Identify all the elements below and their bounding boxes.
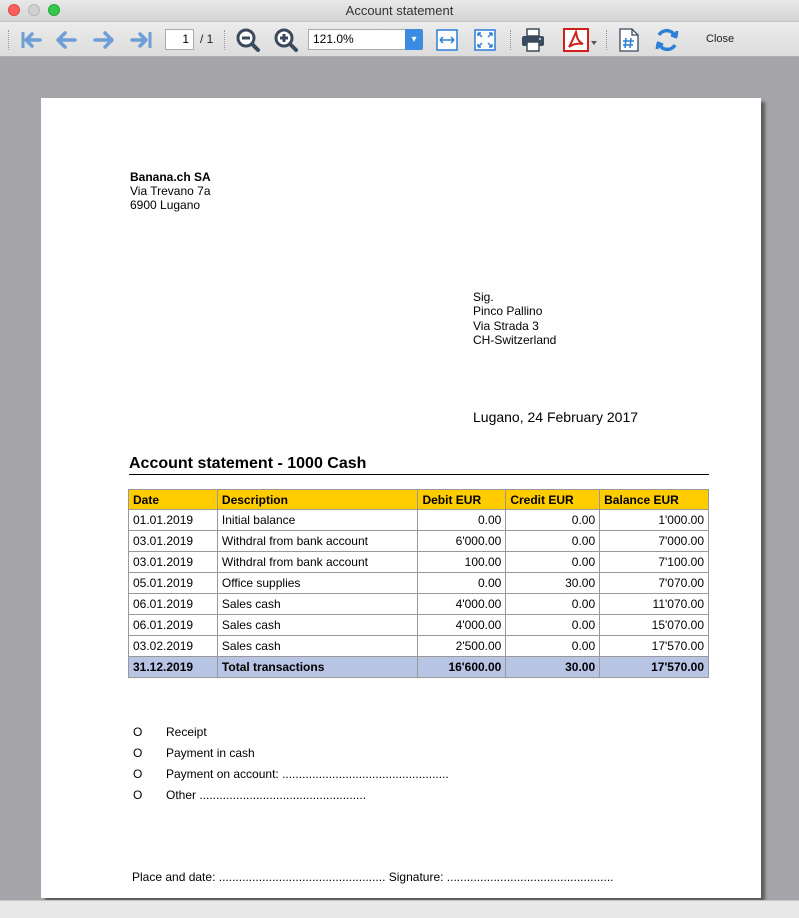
- option-label: Payment in cash: [166, 746, 255, 760]
- refresh-button[interactable]: [652, 27, 682, 53]
- cell-description: Sales cash: [217, 636, 418, 657]
- statement-table: [128, 489, 709, 678]
- toolbar-separator: [510, 30, 513, 50]
- arrow-right-icon: [92, 29, 116, 51]
- total-debit: 16'600.00: [418, 657, 506, 678]
- document-hash-icon: [619, 28, 639, 52]
- option-payment-account: [133, 767, 449, 781]
- toolbar-grip: [8, 30, 11, 50]
- first-page-button[interactable]: [16, 27, 44, 53]
- column-header-debit: Debit EUR: [418, 490, 506, 510]
- toolbar-separator: [606, 30, 609, 50]
- zoom-level-select[interactable]: [308, 29, 423, 50]
- last-page-icon: [130, 29, 154, 51]
- document-title: Account statement - 1000 Cash: [129, 455, 709, 475]
- place-date: Lugano, 24 February 2017: [473, 409, 639, 425]
- cell-balance: 7'000.00: [600, 531, 709, 552]
- cell-debit: 6'000.00: [418, 531, 506, 552]
- option-label: Other ..................................................: [166, 788, 367, 802]
- option-payment-cash: [133, 746, 255, 760]
- option-label: Payment on account: ..................................................: [166, 767, 449, 781]
- total-credit: 30.00: [506, 657, 600, 678]
- zoom-in-button[interactable]: [272, 27, 300, 53]
- sender-city: 6900 Lugano: [130, 198, 201, 212]
- export-pdf-button[interactable]: [562, 27, 600, 53]
- table-total-row: [129, 657, 709, 678]
- page-total-label: / 1: [200, 32, 214, 46]
- option-marker: O: [133, 725, 143, 739]
- place-date-signature-line: Place and date: .................................................. Signature: ..................................................: [132, 870, 614, 884]
- option-other: [133, 788, 366, 802]
- cell-credit: 0.00: [506, 531, 600, 552]
- cell-debit: 4'000.00: [418, 594, 506, 615]
- sender-street: Via Trevano 7a: [130, 184, 211, 198]
- table-row: [129, 636, 709, 657]
- recipient-name: Pinco Pallino: [473, 304, 543, 318]
- option-receipt: [133, 725, 207, 739]
- refresh-icon: [654, 27, 680, 53]
- option-marker: O: [133, 767, 143, 781]
- cell-balance: 7'100.00: [600, 552, 709, 573]
- cell-balance: 11'070.00: [600, 594, 709, 615]
- cell-credit: 0.00: [506, 636, 600, 657]
- option-marker: O: [133, 746, 143, 760]
- total-description: Total transactions: [217, 657, 418, 678]
- cell-balance: 1'000.00: [600, 510, 709, 531]
- close-button[interactable]: Close: [706, 33, 735, 45]
- cell-date: 05.01.2019: [129, 573, 218, 594]
- zoom-out-icon: [235, 27, 261, 53]
- printer-icon: [520, 28, 546, 52]
- cell-date: 03.01.2019: [129, 552, 218, 573]
- recipient-salutation: Sig.: [473, 290, 494, 304]
- cell-debit: 0.00: [418, 510, 506, 531]
- cell-balance: 15'070.00: [600, 615, 709, 636]
- zoom-in-icon: [273, 27, 299, 53]
- next-page-button[interactable]: [90, 27, 118, 53]
- recipient-street: Via Strada 3: [473, 319, 539, 333]
- cell-date: 06.01.2019: [129, 594, 218, 615]
- cell-description: Office supplies: [217, 573, 418, 594]
- table-header-row: [129, 490, 709, 510]
- cell-credit: 0.00: [506, 615, 600, 636]
- column-header-description: Description: [217, 490, 418, 510]
- column-header-credit: Credit EUR: [506, 490, 600, 510]
- status-bar: [0, 900, 799, 918]
- column-header-date: Date: [129, 490, 218, 510]
- table-row: [129, 552, 709, 573]
- cell-debit: 100.00: [418, 552, 506, 573]
- last-page-button[interactable]: [128, 27, 156, 53]
- page-numbering-button[interactable]: [616, 27, 642, 53]
- column-header-balance: Balance EUR: [600, 490, 709, 510]
- cell-debit: 0.00: [418, 573, 506, 594]
- table-row: [129, 615, 709, 636]
- sender-name: Banana.ch SA: [130, 170, 211, 184]
- table-row: [129, 594, 709, 615]
- cell-date: 03.01.2019: [129, 531, 218, 552]
- cell-debit: 4'000.00: [418, 615, 506, 636]
- option-marker: O: [133, 788, 143, 802]
- fit-page-button[interactable]: [472, 27, 498, 53]
- print-button[interactable]: [518, 27, 548, 53]
- chevron-down-icon[interactable]: ▾: [405, 29, 423, 50]
- document-page: [41, 98, 761, 898]
- arrow-left-icon: [54, 29, 78, 51]
- recipient-country: CH-Switzerland: [473, 333, 557, 347]
- cell-date: 06.01.2019: [129, 615, 218, 636]
- cell-credit: 0.00: [506, 552, 600, 573]
- option-label: Receipt: [166, 725, 207, 739]
- cell-debit: 2'500.00: [418, 636, 506, 657]
- cell-description: Sales cash: [217, 615, 418, 636]
- page-number-input[interactable]: 1: [165, 29, 194, 50]
- table-row: [129, 510, 709, 531]
- cell-credit: 30.00: [506, 573, 600, 594]
- cell-description: Initial balance: [217, 510, 418, 531]
- cell-description: Sales cash: [217, 594, 418, 615]
- total-date: 31.12.2019: [129, 657, 218, 678]
- total-balance: 17'570.00: [600, 657, 709, 678]
- toolbar: [0, 22, 799, 57]
- cell-credit: 0.00: [506, 510, 600, 531]
- window-title: Account statement: [345, 3, 454, 18]
- pdf-icon: [563, 28, 599, 52]
- cell-description: Withdral from bank account: [217, 531, 418, 552]
- first-page-icon: [18, 29, 42, 51]
- cell-date: 03.02.2019: [129, 636, 218, 657]
- fit-width-icon: [436, 29, 458, 51]
- title-bar: [0, 0, 799, 22]
- cell-balance: 17'570.00: [600, 636, 709, 657]
- cell-balance: 7'070.00: [600, 573, 709, 594]
- previous-page-button[interactable]: [52, 27, 80, 53]
- fit-width-button[interactable]: [434, 27, 460, 53]
- cell-credit: 0.00: [506, 594, 600, 615]
- zoom-level-value: 121.0%: [313, 32, 354, 46]
- zoom-out-button[interactable]: [234, 27, 262, 53]
- cell-description: Withdral from bank account: [217, 552, 418, 573]
- table-row: [129, 531, 709, 552]
- table-row: [129, 573, 709, 594]
- cell-date: 01.01.2019: [129, 510, 218, 531]
- toolbar-separator: [224, 30, 227, 50]
- fit-page-icon: [474, 29, 496, 51]
